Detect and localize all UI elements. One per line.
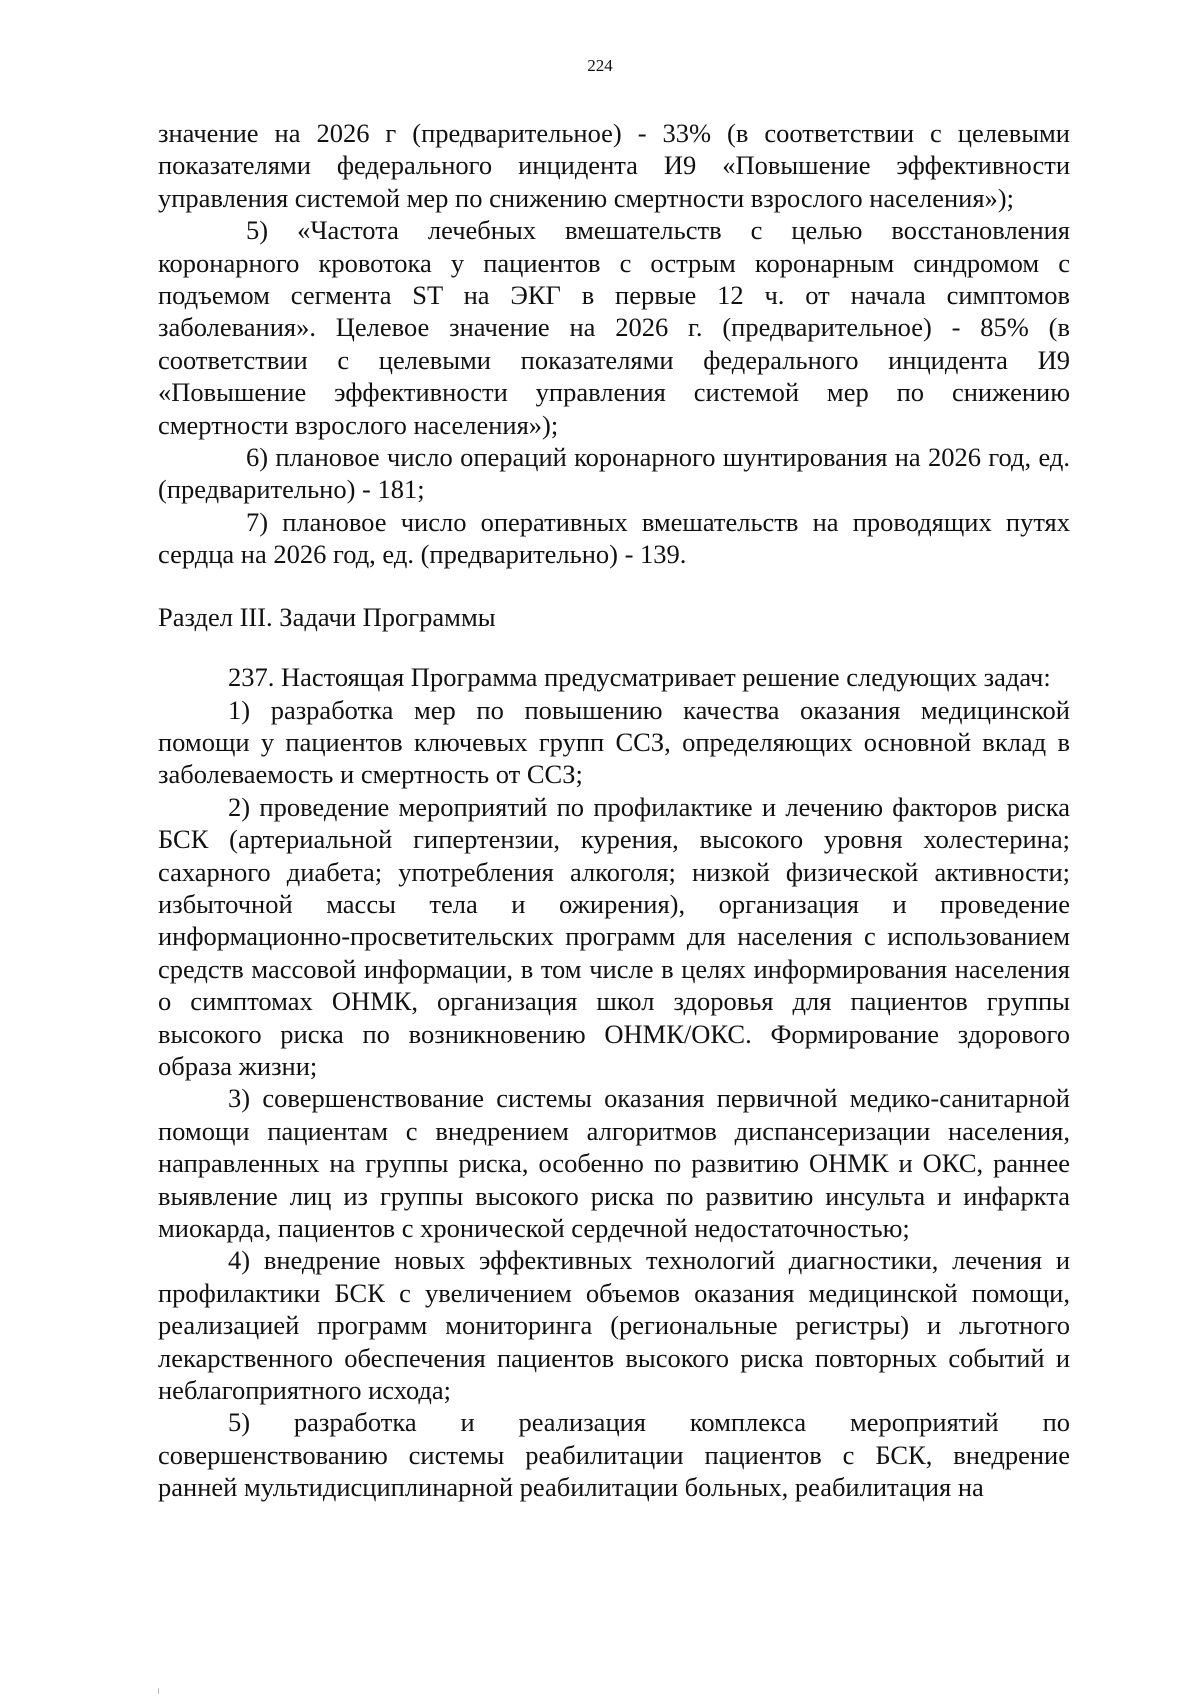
task-item-1: 1) разработка мер по повышению качества оказания медицинской помощи у пациентов ключевых групп ССЗ, определяющих основной вклад в заболеваемость и смертность от ССЗ; [158, 694, 1070, 790]
list-item-7-indicator: 7) плановое число оперативных вмешательств на проводящих путях сердца на 2026 год, ед. (предварительно) - 139. [158, 506, 1070, 570]
paragraph-target-value-continued: значение на 2026 г (предварительное) - 33% (в соответствии с целевыми показателями федерального инцидента И9 «Повышение эффективности управления системой мер по снижению смертности взрослого населения»); [158, 118, 1070, 213]
task-item-3: 3) совершенствование системы оказания первичной медико-санитарной помощи пациентам с внедрением алгоритмов диспансеризации населения, направленных на группы риска, особенно по развитию ОНМК и ОКС, раннее выявление лиц из группы высокого риска по развитию инсульта и инфаркта миокарда, пациентов с хронической сердечной недостаточностью; [158, 1083, 1070, 1243]
section-heading: Раздел III. Задачи Программы [158, 601, 496, 632]
task-item-2: 2) проведение мероприятий по профилактике и лечению факторов риска БСК (артериальной гипертензии, курения, высокого уровня холестерина; сахарного диабета; употребления алкоголя; низкой физической активности; избыточной массы тела и ожирения), организация и проведение информационно-просветительских программ для населения с использованием средств массовой информации, в том числе в целях информирования населения о симптомах ОНМК, организация школ здоровья для пациентов группы высокого риска по возникновению ОНМК/ОКС. Формирование здорового образа жизни; [158, 791, 1070, 1081]
list-item-5-indicator: 5) «Частота лечебных вмешательств с целью восстановления коронарного кровотока у пациентов с острым коронарным синдромом с подъемом сегмента ST на ЭКГ в первые 12 ч. от начала симптомов заболевания». Целевое значение на 2026 г. (предварительное) - 85% (в соответствии с целевыми показателями федерального инцидента И9 «Повышение эффективности управления системой мер по снижению смертности взрослого населения»); [158, 215, 1070, 440]
task-item-4: 4) внедрение новых эффективных технологий диагностики, лечения и профилактики БСК с увеличением объемов оказания медицинской помощи, реализацией программ мониторинга (региональные регистры) и льготного лекарственного обеспечения пациентов высокого риска повторных событий и неблагоприятного исхода; [158, 1245, 1070, 1406]
task-item-5: 5) разработка и реализация комплекса мероприятий по совершенствованию системы реабилитации пациентов с БСК, внедрение ранней мультидисциплинарной реабилитации больных, реабилитация на [158, 1407, 1070, 1503]
page-number: 224 [587, 56, 613, 75]
list-item-6-indicator: 6) плановое число операций коронарного шунтирования на 2026 год, ед. (предварительно) - 181; [158, 442, 1070, 505]
paragraph-237: 237. Настоящая Программа предусматривает решение следующих задач: [228, 662, 1051, 693]
scan-mark [158, 1688, 159, 1694]
document-body [158, 117, 1070, 1504]
